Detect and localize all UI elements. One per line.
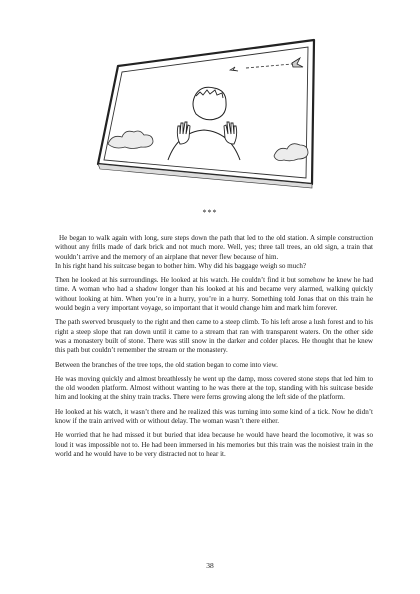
paragraph: Between the branches of the tree tops, the old station began to come into view.: [55, 360, 278, 369]
window-sketch-drawing: [96, 36, 322, 202]
paragraph: He was moving quickly and almost breathlessly he went up the damp, moss covered stone steps that led him to the old wooden platform. Almost without wanting to he was there at the top, standing with his suitcase beside him and looking at the shiny train tracks. There were ferns growing along the left side of the platform.: [55, 374, 373, 402]
paragraph: He began to walk again with long, sure steps down the path that led to the old station. A simple construction without any frills made of dark brick and not much more. Well, yes; three tall trees, an old sign, a train that wouldn’t arrive and the memory of an airplane that never flew because of him.: [55, 234, 373, 261]
body-text: [55, 234, 373, 464]
paragraph: He looked at his watch, it wasn’t there and he realized this was turning into some kind of a tick. Now he didn’t know if the train arrived with or without delay. The woman wasn’t there either.: [55, 407, 373, 426]
paragraph: The path swerved brusquely to the right and then came to a steep climb. To his left arose a lush forest and to his right a steep slope that ran down until it came to a stream that ran with transparent waters. On the other side was a monastery built of stone. There was still snow in the darker and colder places. He thought that he knew this path but couldn’t remember the stream or the monastery.: [55, 318, 373, 355]
paragraph: Then he looked at his surroundings. He looked at his watch. He couldn’t find it but somehow he knew he had time. A woman who had a shadow longer than his looked at his and became very alarmed, walking quickly without looking at him. When you’re in a hurry, you’re in a hurry. Something told Jonas that on this train he would begin a very important voyage, so important that it would change him and mark him forever.: [55, 276, 373, 313]
page-number: 38: [206, 561, 214, 570]
paragraph: He worried that he had missed it but buried that idea because he would have heard the locomotive, it was so loud it was impossible not to. He had been immersed in his memories but this train was the noisiest train in the world and he would have to be very distracted not to hear it.: [55, 431, 373, 458]
section-separator: ***: [202, 208, 218, 217]
paragraph: In his right hand his suitcase began to bother him. Why did his baggage weigh so much?: [55, 261, 307, 270]
window-illustration: [96, 36, 322, 202]
